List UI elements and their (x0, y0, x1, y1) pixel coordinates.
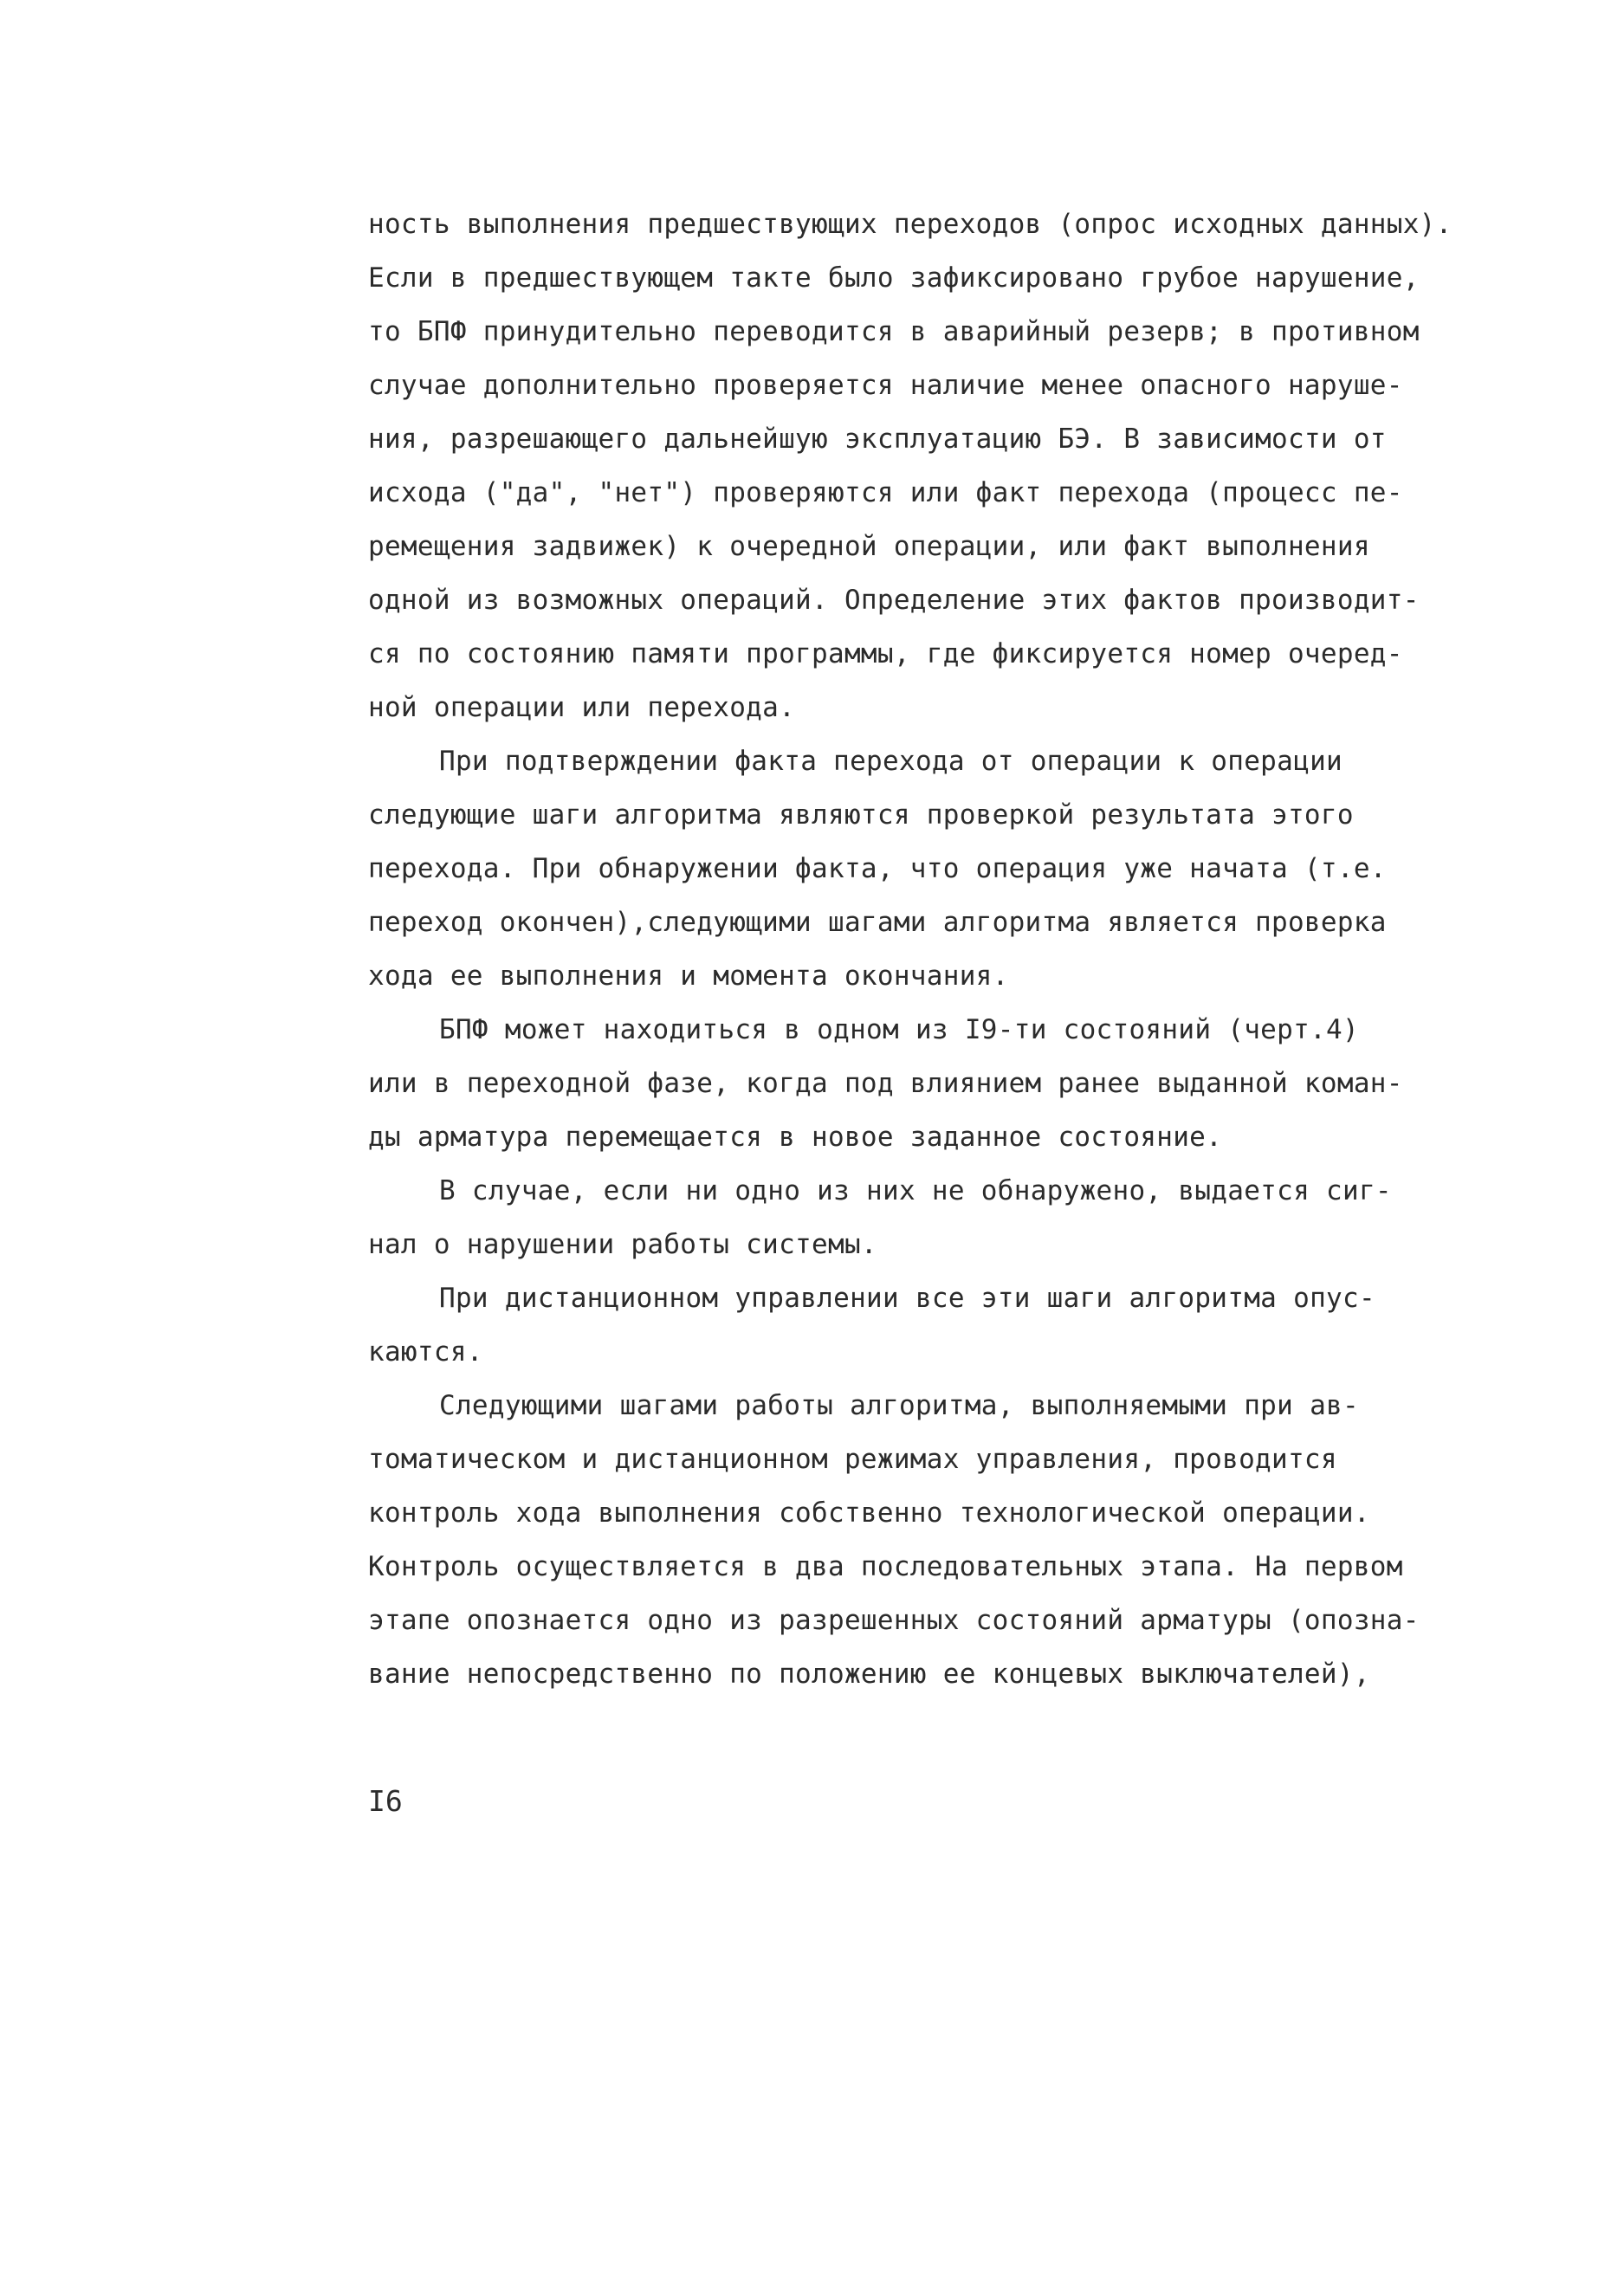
text-line: одной из возможных операций. Определение этих фактов производит- (368, 585, 1420, 616)
text-line: ность выполнения предшествующих переходов (опрос исходных данных). (368, 209, 1453, 240)
body-text (368, 197, 1494, 1701)
text-line: или в переходной фазе, когда под влиянием ранее выданной коман- (368, 1068, 1403, 1099)
text-line: следующие шаги алгоритма являются проверкой результата этого (368, 799, 1354, 831)
paragraph-first-line: БПФ может находиться в одном из I9-ти состояний (черт.4) (439, 1014, 1359, 1045)
text-line: переход окончен),следующими шагами алгоритма является проверка (368, 907, 1387, 938)
text-line: перехода. При обнаружении факта, что операция уже начата (т.е. (368, 853, 1387, 884)
text-line: исхода ("да", "нет") проверяются или факт перехода (процесс пе- (368, 477, 1403, 508)
text-line: томатическом и дистанционном режимах управления, проводится (368, 1444, 1337, 1475)
paragraph-first-line: При дистанционном управлении все эти шаги алгоритма опус- (439, 1283, 1375, 1314)
text-line: контроль хода выполнения собственно технологической операции. (368, 1497, 1370, 1529)
text-line: этапе опознается одно из разрешенных состояний арматуры (опозна- (368, 1605, 1420, 1636)
text-line: то БПФ принудительно переводится в аварийный резерв; в противном (368, 316, 1420, 347)
text-line: вание непосредственно по положению ее концевых выключателей), (368, 1659, 1370, 1690)
text-line: нал о нарушении работы системы. (368, 1229, 877, 1260)
paragraph-first-line: При подтверждении факта перехода от операции к операции (439, 746, 1343, 777)
text-line: Контроль осуществляется в два последовательных этапа. На первом (368, 1551, 1403, 1582)
text-line: ды арматура перемещается в новое заданное состояние. (368, 1122, 1223, 1153)
page-number: I6 (368, 1784, 403, 1818)
paragraph-first-line: В случае, если ни одно из них не обнаружено, выдается сиг- (439, 1175, 1392, 1206)
text-line: ремещения задвижек) к очередной операции, или факт выполнения (368, 531, 1370, 562)
text-line: ной операции или перехода. (368, 692, 796, 723)
paragraph-first-line: Следующими шагами работы алгоритма, выполняемыми при ав- (439, 1390, 1359, 1421)
text-line: Если в предшествующем такте было зафиксировано грубое нарушение, (368, 262, 1420, 294)
text-line: каются. (368, 1336, 483, 1368)
text-line: хода ее выполнения и момента окончания. (368, 960, 1009, 992)
text-line: ния, разрешающего дальнейшую эксплуатацию БЭ. В зависимости от (368, 424, 1387, 455)
text-line: случае дополнительно проверяется наличие менее опасного наруше- (368, 370, 1403, 401)
text-line: ся по состоянию памяти программы, где фиксируется номер очеред- (368, 638, 1403, 669)
